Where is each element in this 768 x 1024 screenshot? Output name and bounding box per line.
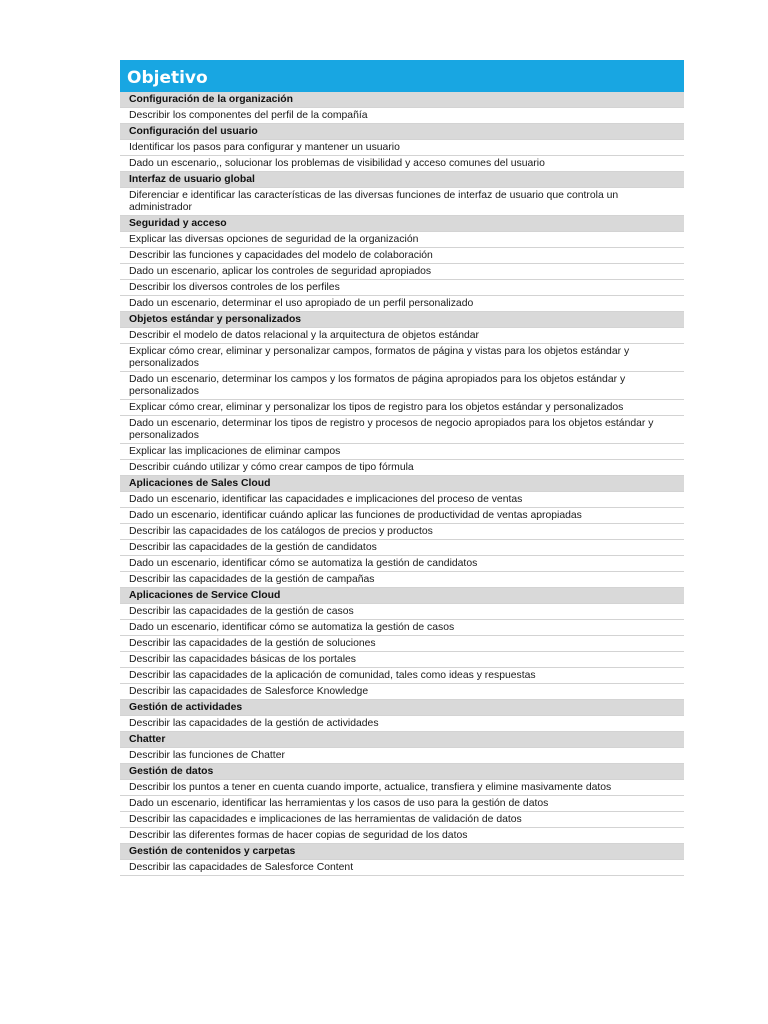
objective-row: Describir las capacidades de la gestión de actividades [120,716,684,732]
objective-row: Dado un escenario, identificar cómo se automatiza la gestión de casos [120,620,684,636]
objective-row: Describir las capacidades de Salesforce Knowledge [120,684,684,700]
objective-row: Describir las capacidades e implicaciones de las herramientas de validación de datos [120,812,684,828]
objective-row: Describir el modelo de datos relacional y la arquitectura de objetos estándar [120,328,684,344]
objective-row: Describir las capacidades básicas de los portales [120,652,684,668]
objective-row: Describir las capacidades de los catálogos de precios y productos [120,524,684,540]
objective-row: Describir cuándo utilizar y cómo crear campos de tipo fórmula [120,460,684,476]
objective-row: Describir los puntos a tener en cuenta cuando importe, actualice, transfiera y elimine masivamente datos [120,780,684,796]
section-header-row: Configuración de la organización [120,92,684,108]
objective-row: Dado un escenario, determinar los campos y los formatos de página apropiados para los objetos estándar y personalizados [120,372,684,400]
objective-row: Dado un escenario, identificar cómo se automatiza la gestión de candidatos [120,556,684,572]
objective-row: Describir los componentes del perfil de la compañía [120,108,684,124]
objective-row: Describir las diferentes formas de hacer copias de seguridad de los datos [120,828,684,844]
objective-row: Explicar cómo crear, eliminar y personalizar campos, formatos de página y vistas para los objetos estándar y personalizados [120,344,684,372]
table-body [120,92,684,876]
objective-row: Describir los diversos controles de los perfiles [120,280,684,296]
section-header-row: Gestión de contenidos y carpetas [120,844,684,860]
objective-row: Dado un escenario,, solucionar los problemas de visibilidad y acceso comunes del usuario [120,156,684,172]
section-header-row: Gestión de actividades [120,700,684,716]
objective-row: Explicar cómo crear, eliminar y personalizar los tipos de registro para los objetos estándar y personalizados [120,400,684,416]
objective-row: Dado un escenario, identificar las herramientas y los casos de uso para la gestión de datos [120,796,684,812]
section-header-row: Aplicaciones de Service Cloud [120,588,684,604]
objective-row: Describir las funciones de Chatter [120,748,684,764]
section-header-row: Aplicaciones de Sales Cloud [120,476,684,492]
objective-row: Explicar las implicaciones de eliminar campos [120,444,684,460]
objective-row: Dado un escenario, aplicar los controles de seguridad apropiados [120,264,684,280]
table-title: Objetivo [120,60,684,92]
objective-row: Describir las capacidades de la gestión de soluciones [120,636,684,652]
objective-row: Explicar las diversas opciones de seguridad de la organización [120,232,684,248]
objective-row: Describir las capacidades de la gestión de candidatos [120,540,684,556]
objective-row: Dado un escenario, identificar cuándo aplicar las funciones de productividad de ventas apropiadas [120,508,684,524]
section-header-row: Gestión de datos [120,764,684,780]
objective-row: Dado un escenario, determinar los tipos de registro y procesos de negocio apropiados para los objetos estándar y personalizados [120,416,684,444]
section-header-row: Chatter [120,732,684,748]
objective-row: Dado un escenario, identificar las capacidades e implicaciones del proceso de ventas [120,492,684,508]
objectives-table [120,60,684,876]
objective-row: Describir las capacidades de la aplicación de comunidad, tales como ideas y respuestas [120,668,684,684]
section-header-row: Configuración del usuario [120,124,684,140]
objective-row: Dado un escenario, determinar el uso apropiado de un perfil personalizado [120,296,684,312]
objective-row: Describir las funciones y capacidades del modelo de colaboración [120,248,684,264]
objective-row: Diferenciar e identificar las características de las diversas funciones de interfaz de usuario que controla un administrador [120,188,684,216]
objective-row: Describir las capacidades de la gestión de campañas [120,572,684,588]
objective-row: Describir las capacidades de Salesforce Content [120,860,684,876]
objective-row: Describir las capacidades de la gestión de casos [120,604,684,620]
objective-row: Identificar los pasos para configurar y mantener un usuario [120,140,684,156]
section-header-row: Seguridad y acceso [120,216,684,232]
section-header-row: Objetos estándar y personalizados [120,312,684,328]
section-header-row: Interfaz de usuario global [120,172,684,188]
